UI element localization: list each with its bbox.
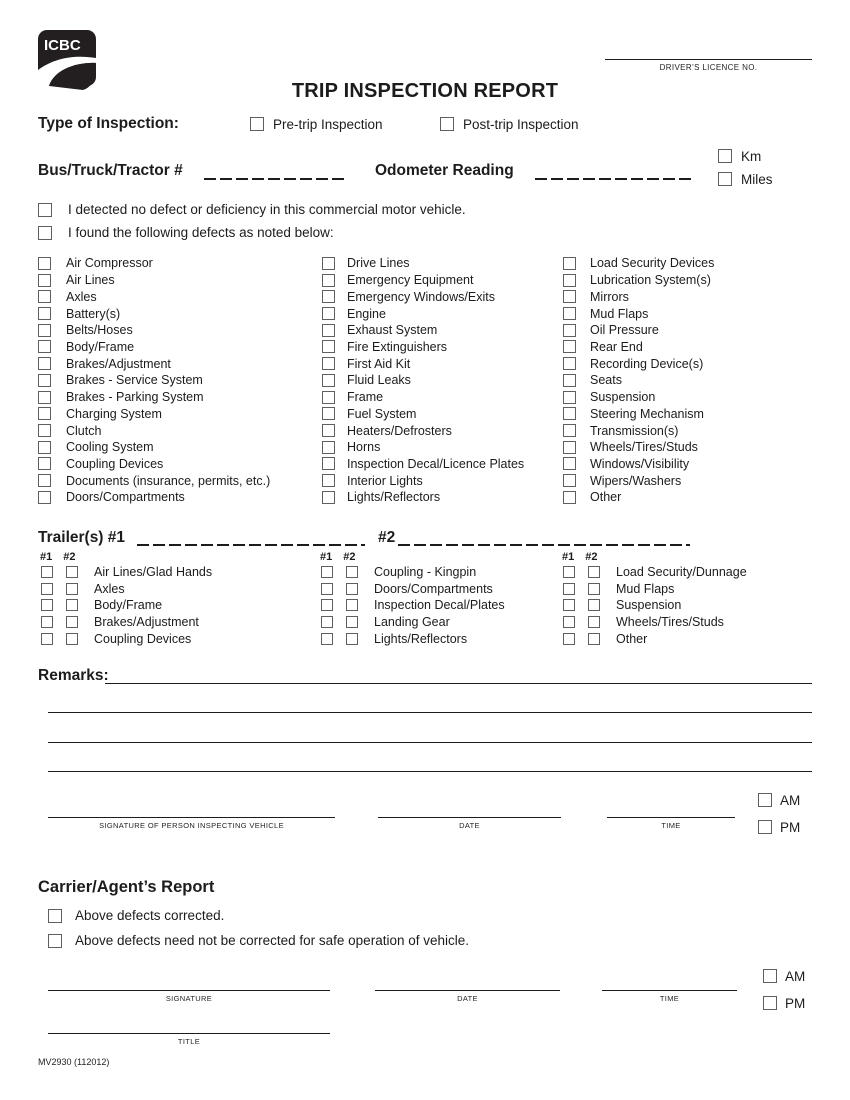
defect-label: Charging System (66, 406, 162, 421)
drivers-licence-label: DRIVER’S LICENCE NO. (659, 63, 758, 72)
defect-item (322, 389, 560, 406)
carrier-date-label: DATE (457, 994, 478, 1003)
defect-label: Wheels/Tires/Studs (590, 440, 698, 455)
trailers-heading: Trailer(s) #1 (38, 529, 126, 546)
defect-checkbox[interactable] (563, 357, 576, 370)
defect-checkbox[interactable] (38, 257, 51, 270)
no-defect-checkbox[interactable] (38, 203, 52, 217)
defect-checkbox[interactable] (322, 407, 335, 420)
drivers-licence-line[interactable] (605, 59, 812, 60)
defect-item (563, 472, 850, 489)
defect-checkbox[interactable] (38, 307, 51, 320)
defects-not-corrected-option (48, 931, 469, 950)
remarks-field-line-2[interactable] (48, 712, 812, 713)
defect-checkbox[interactable] (563, 457, 576, 470)
trailer2-column-header: #2 (63, 550, 76, 563)
carrier-report-heading: Carrier/Agent’s Report (38, 878, 215, 896)
defect-label: Load Security Devices (590, 256, 715, 271)
defect-label: Inspection Decal/Licence Plates (347, 456, 525, 471)
defect-item (322, 439, 560, 456)
defect-item (322, 456, 560, 473)
defect-checkbox[interactable] (322, 274, 335, 287)
trailer-group-2 (318, 549, 505, 647)
found-defects-checkbox[interactable] (38, 226, 52, 240)
trailer-item (560, 564, 747, 581)
trailer-item (38, 597, 212, 614)
defect-item (38, 422, 320, 439)
drivers-licence-block (605, 59, 812, 72)
defect-label: Brakes - Service System (66, 373, 203, 388)
trailer1-checkbox[interactable] (563, 633, 575, 645)
defect-checkbox[interactable] (563, 257, 576, 270)
defect-label: Suspension (590, 390, 656, 405)
trailer-item (38, 614, 212, 631)
defect-item (563, 322, 850, 339)
trailer1-checkbox[interactable] (321, 566, 333, 578)
defect-item (563, 355, 850, 372)
trailer2-checkbox[interactable] (66, 633, 78, 645)
defect-label: Drive Lines (347, 256, 410, 271)
defect-checkbox[interactable] (563, 290, 576, 303)
defects-column-3 (563, 255, 850, 506)
defect-checkbox[interactable] (322, 307, 335, 320)
defect-label: Lights/Reflectors (347, 490, 441, 505)
pretrip-checkbox[interactable] (250, 117, 264, 131)
trailer-item-label: Body/Frame (94, 598, 163, 613)
miles-label: Miles (741, 171, 773, 187)
posttrip-label: Post-trip Inspection (463, 116, 579, 132)
defect-checkbox[interactable] (322, 257, 335, 270)
trailer-item (38, 581, 212, 598)
defect-checkbox[interactable] (563, 441, 576, 454)
defect-checkbox[interactable] (38, 407, 51, 420)
defect-item (38, 439, 320, 456)
defect-item (563, 372, 850, 389)
defect-checkbox[interactable] (563, 491, 576, 504)
defect-label: Cooling System (66, 440, 154, 455)
carrier-pm-label: PM (785, 995, 806, 1011)
remarks-field-line-4[interactable] (48, 771, 812, 772)
remarks-field-line-1[interactable] (105, 683, 812, 684)
defect-label: Coupling Devices (66, 456, 164, 471)
trailer-item (560, 614, 747, 631)
defect-checkbox[interactable] (38, 457, 51, 470)
trailer2-checkbox[interactable] (588, 599, 600, 611)
defect-label: Wipers/Washers (590, 473, 682, 488)
defect-label: Oil Pressure (590, 323, 659, 338)
inspection-type-label: Type of Inspection: (38, 115, 179, 132)
inspection-date-field[interactable] (378, 817, 561, 818)
trailer-item (318, 581, 505, 598)
defect-label: Steering Mechanism (590, 406, 704, 421)
defects-column-2 (322, 255, 560, 506)
defect-item (322, 405, 560, 422)
defects-corrected-option (48, 906, 224, 925)
trailer-item-label: Brakes/Adjustment (94, 615, 199, 630)
defect-checkbox[interactable] (563, 407, 576, 420)
defect-checkbox[interactable] (38, 474, 51, 487)
trailer-item-label: Landing Gear (374, 615, 450, 630)
defect-checkbox[interactable] (322, 491, 335, 504)
trailer-group-3 (560, 549, 747, 647)
no-defect-label: I detected no defect or deficiency in this commercial motor vehicle. (68, 202, 466, 217)
defect-item (563, 288, 850, 305)
trailer-item-label: Mud Flaps (616, 581, 675, 596)
defect-item (322, 272, 560, 289)
inspection-pm-label: PM (780, 819, 801, 835)
defect-checkbox[interactable] (38, 324, 51, 337)
trailer-item (38, 630, 212, 647)
trailer-item-label: Lights/Reflectors (374, 631, 468, 646)
defect-label: Fluid Leaks (347, 373, 411, 388)
defect-label: Doors/Compartments (66, 490, 185, 505)
defect-label: Fuel System (347, 406, 417, 421)
trailer1-column-header: #1 (562, 550, 575, 563)
trailer2-checkbox[interactable] (346, 633, 358, 645)
driver-signoff-row (0, 785, 850, 845)
trailer2-number-field[interactable] (398, 544, 690, 546)
defect-checkbox[interactable] (563, 307, 576, 320)
found-defects-label: I found the following defects as noted below: (68, 225, 334, 240)
defect-item (563, 272, 850, 289)
trailer-column-headers (560, 549, 747, 564)
defect-item (563, 422, 850, 439)
trailer-item-label: Coupling - Kingpin (374, 565, 477, 580)
defect-item (563, 305, 850, 322)
defects-corrected-label: Above defects corrected. (75, 908, 225, 923)
defect-checkbox[interactable] (38, 391, 51, 404)
carrier-date-field[interactable] (375, 990, 560, 991)
trailer2-heading: #2 (378, 529, 396, 546)
defect-checkbox[interactable] (322, 374, 335, 387)
defect-item (322, 322, 560, 339)
defect-item (322, 422, 560, 439)
defect-label: Battery(s) (66, 306, 121, 321)
defect-label: Documents (insurance, permits, etc.) (66, 473, 271, 488)
defect-item (563, 389, 850, 406)
defect-label: Heaters/Defrosters (347, 423, 452, 438)
defect-label: Exhaust System (347, 323, 438, 338)
defect-item (38, 355, 320, 372)
defect-label: Emergency Equipment (347, 273, 474, 288)
defect-checkbox[interactable] (322, 340, 335, 353)
defect-item (38, 489, 320, 506)
form-number: MV2930 (112012) (38, 1057, 110, 1067)
inspection-type-row (38, 114, 812, 134)
defects-column-1 (38, 255, 320, 506)
trailers-grid (38, 549, 850, 649)
defect-item (563, 456, 850, 473)
defect-checkbox[interactable] (322, 357, 335, 370)
defect-label: Belts/Hoses (66, 323, 133, 338)
defect-item (322, 305, 560, 322)
defect-item (322, 288, 560, 305)
defect-checkbox[interactable] (563, 324, 576, 337)
defect-item (322, 355, 560, 372)
trailer-item-label: Axles (94, 581, 125, 596)
trailer1-checkbox[interactable] (41, 633, 53, 645)
trailer-item-label: Inspection Decal/Plates (374, 598, 505, 613)
trailer2-checkbox[interactable] (346, 599, 358, 611)
defect-item (38, 288, 320, 305)
defect-item (563, 405, 850, 422)
defect-checkbox[interactable] (563, 391, 576, 404)
inspector-signature-label: SIGNATURE OF PERSON INSPECTING VEHICLE (99, 821, 284, 830)
pretrip-label: Pre-trip Inspection (273, 116, 383, 132)
defect-item (563, 489, 850, 506)
defects-not-corrected-label: Above defects need not be corrected for safe operation of vehicle. (75, 933, 469, 948)
defect-item (322, 489, 560, 506)
trailer2-checkbox[interactable] (66, 566, 78, 578)
carrier-time-label: TIME (659, 994, 680, 1003)
defect-item (563, 339, 850, 356)
trailer1-checkbox[interactable] (321, 583, 333, 595)
defects-grid (38, 255, 850, 507)
remarks-heading-row (38, 666, 812, 686)
inspection-am-label: AM (780, 792, 801, 808)
defect-checkbox[interactable] (322, 441, 335, 454)
vehicle-number-field[interactable] (204, 178, 346, 180)
defect-label: Fire Extinguishers (347, 339, 448, 354)
defect-checkbox[interactable] (38, 491, 51, 504)
remarks-field-line-3[interactable] (48, 742, 812, 743)
trailer1-number-field[interactable] (137, 544, 365, 546)
trailer2-checkbox[interactable] (588, 616, 600, 628)
carrier-signature-label: SIGNATURE (165, 994, 213, 1003)
found-defects-declaration (38, 223, 334, 242)
km-checkbox[interactable] (718, 149, 732, 163)
trailer-item (318, 630, 505, 647)
trailer2-checkbox[interactable] (346, 566, 358, 578)
defect-item (38, 272, 320, 289)
trailers-heading-row (38, 528, 812, 548)
posttrip-checkbox[interactable] (440, 117, 454, 131)
defect-item (38, 339, 320, 356)
trailer-item (318, 564, 505, 581)
defect-label: Interior Lights (347, 473, 423, 488)
defect-label: Transmission(s) (590, 423, 679, 438)
trailer1-checkbox[interactable] (563, 616, 575, 628)
trailer1-checkbox[interactable] (41, 566, 53, 578)
defect-checkbox[interactable] (38, 274, 51, 287)
odometer-field[interactable] (535, 178, 695, 180)
trailer-item (560, 630, 747, 647)
defect-checkbox[interactable] (38, 374, 51, 387)
defect-checkbox[interactable] (322, 324, 335, 337)
miles-option (718, 169, 773, 189)
carrier-am-option (763, 967, 805, 985)
defect-label: Air Lines (66, 273, 115, 288)
defect-label: Emergency Windows/Exits (347, 289, 495, 304)
defect-checkbox[interactable] (322, 290, 335, 303)
trailer2-checkbox[interactable] (66, 616, 78, 628)
defect-label: Clutch (66, 423, 102, 438)
trailer1-checkbox[interactable] (563, 566, 575, 578)
inspector-signature-field[interactable] (48, 817, 335, 818)
defect-label: Mud Flaps (590, 306, 649, 321)
icbc-logo-text: ICBC (44, 37, 81, 54)
defect-item (38, 255, 320, 272)
trailer-item (560, 581, 747, 598)
defect-label: Seats (590, 373, 622, 388)
vehicle-number-label: Bus/Truck/Tractor # (38, 162, 183, 179)
inspection-pm-option (758, 818, 800, 836)
inspection-date-label: DATE (459, 821, 480, 830)
defect-label: Frame (347, 390, 384, 405)
inspection-time-label: TIME (661, 821, 681, 830)
defect-item (563, 255, 850, 272)
remarks-label: Remarks: (38, 667, 109, 684)
defect-item (38, 305, 320, 322)
defect-item (322, 339, 560, 356)
defect-checkbox[interactable] (563, 274, 576, 287)
carrier-title-field[interactable] (48, 1033, 330, 1034)
page-title: TRIP INSPECTION REPORT (291, 80, 559, 102)
carrier-time-field[interactable] (602, 990, 737, 991)
defect-item (322, 372, 560, 389)
trailer2-column-header: #2 (585, 550, 598, 563)
defect-checkbox[interactable] (322, 457, 335, 470)
defect-checkbox[interactable] (322, 474, 335, 487)
carrier-signoff-row (0, 958, 850, 1018)
trailer-item (318, 614, 505, 631)
trailer2-checkbox[interactable] (66, 583, 78, 595)
defect-checkbox[interactable] (322, 424, 335, 437)
inspection-am-option (758, 791, 800, 809)
inspection-time-field[interactable] (607, 817, 735, 818)
trailer2-checkbox[interactable] (588, 633, 600, 645)
defect-label: Body/Frame (66, 339, 135, 354)
defect-label: Air Compressor (66, 256, 153, 271)
trailer1-checkbox[interactable] (321, 616, 333, 628)
trailer-group-1 (38, 549, 212, 647)
defect-checkbox[interactable] (322, 391, 335, 404)
trailer-item-label: Other (616, 631, 648, 646)
km-option (718, 146, 761, 166)
carrier-am-label: AM (785, 968, 806, 984)
defect-checkbox[interactable] (38, 441, 51, 454)
trailer2-checkbox[interactable] (588, 566, 600, 578)
defect-item (38, 456, 320, 473)
defect-item (38, 389, 320, 406)
inspection-am-checkbox[interactable] (758, 793, 772, 807)
trailer-item (38, 564, 212, 581)
trailer1-checkbox[interactable] (41, 599, 53, 611)
vehicle-row (38, 148, 850, 201)
defects-corrected-checkbox[interactable] (48, 909, 62, 923)
carrier-title-label: TITLE (177, 1037, 201, 1046)
trailer1-checkbox[interactable] (321, 633, 333, 645)
carrier-signature-field[interactable] (48, 990, 330, 991)
trailer-column-headers (38, 549, 212, 564)
defect-checkbox[interactable] (563, 474, 576, 487)
no-defect-declaration (38, 200, 466, 219)
defect-label: Other (590, 490, 622, 505)
trailer-column-headers (318, 549, 505, 564)
defect-label: Lubrication System(s) (590, 273, 711, 288)
defect-checkbox[interactable] (38, 340, 51, 353)
trailer2-checkbox[interactable] (346, 616, 358, 628)
defect-item (322, 255, 560, 272)
trailer-item-label: Load Security/Dunnage (616, 565, 747, 580)
trailer2-checkbox[interactable] (346, 583, 358, 595)
defect-item (563, 439, 850, 456)
defect-label: Recording Device(s) (590, 356, 704, 371)
trailer2-checkbox[interactable] (66, 599, 78, 611)
defects-not-corrected-checkbox[interactable] (48, 934, 62, 948)
defect-label: First Aid Kit (347, 356, 411, 371)
trailer1-column-header: #1 (320, 550, 333, 563)
trailer2-column-header: #2 (343, 550, 356, 563)
defect-label: Brakes - Parking System (66, 390, 204, 405)
trailer-item-label: Doors/Compartments (374, 581, 493, 596)
odometer-label: Odometer Reading (375, 162, 514, 179)
carrier-pm-option (763, 994, 805, 1012)
carrier-am-checkbox[interactable] (763, 969, 777, 983)
defect-checkbox[interactable] (563, 424, 576, 437)
defect-item (322, 472, 560, 489)
carrier-pm-checkbox[interactable] (763, 996, 777, 1010)
defect-item (38, 405, 320, 422)
trailer-item (560, 597, 747, 614)
defect-item (38, 472, 320, 489)
trailer2-checkbox[interactable] (588, 583, 600, 595)
defect-checkbox[interactable] (563, 340, 576, 353)
defect-label: Axles (66, 289, 97, 304)
defect-label: Brakes/Adjustment (66, 356, 171, 371)
trailer1-checkbox[interactable] (563, 599, 575, 611)
defect-item (38, 322, 320, 339)
trailer1-checkbox[interactable] (41, 616, 53, 628)
trailer1-checkbox[interactable] (563, 583, 575, 595)
trailer-item-label: Coupling Devices (94, 631, 192, 646)
defect-label: Windows/Visibility (590, 456, 690, 471)
trailer-item-label: Wheels/Tires/Studs (616, 615, 724, 630)
posttrip-option (440, 114, 579, 134)
trailer-item-label: Air Lines/Glad Hands (94, 565, 213, 580)
trailer1-column-header: #1 (40, 550, 53, 563)
inspection-pm-checkbox[interactable] (758, 820, 772, 834)
trailer1-checkbox[interactable] (41, 583, 53, 595)
defect-label: Horns (347, 440, 381, 455)
pretrip-option (250, 114, 383, 134)
defect-label: Rear End (590, 339, 643, 354)
defect-label: Engine (347, 306, 386, 321)
defect-checkbox[interactable] (38, 424, 51, 437)
trailer-item (318, 597, 505, 614)
defect-label: Mirrors (590, 289, 629, 304)
miles-checkbox[interactable] (718, 172, 732, 186)
defect-item (38, 372, 320, 389)
defect-checkbox[interactable] (563, 374, 576, 387)
trailer-item-label: Suspension (616, 598, 682, 613)
defect-checkbox[interactable] (38, 290, 51, 303)
km-label: Km (741, 148, 762, 164)
defect-checkbox[interactable] (38, 357, 51, 370)
trailer1-checkbox[interactable] (321, 599, 333, 611)
